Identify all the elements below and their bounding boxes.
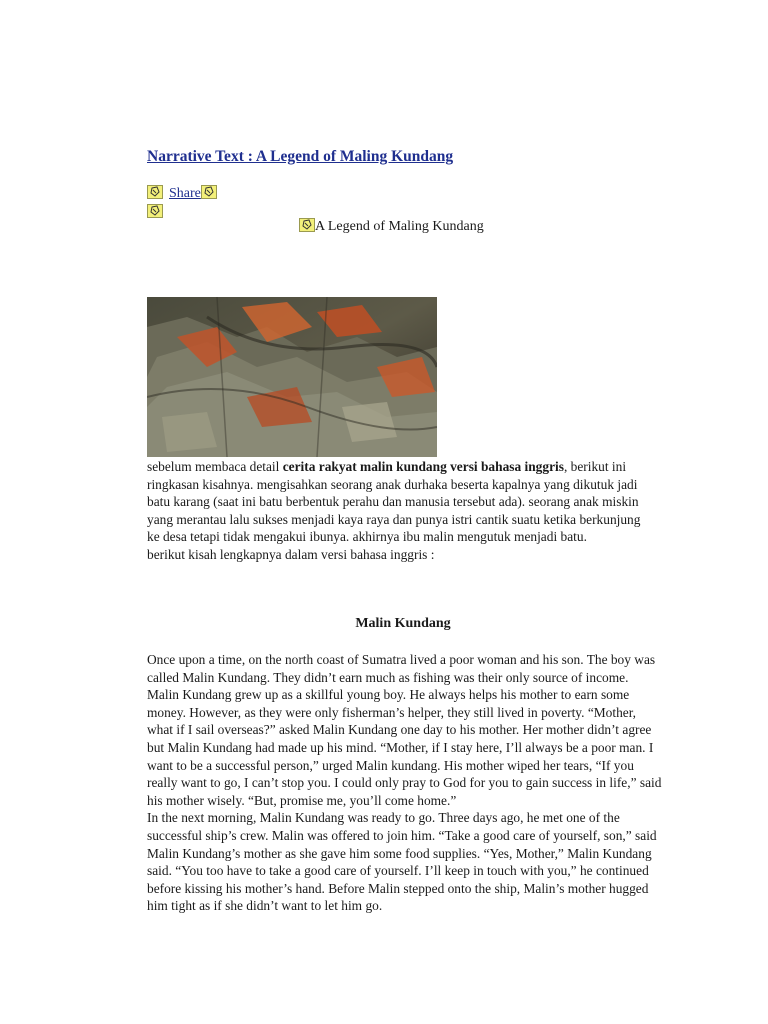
share-row	[147, 185, 217, 202]
story-body	[147, 651, 662, 915]
image-caption-row	[299, 218, 484, 235]
story-paragraph: Once upon a time, on the north coast of Sumatra lived a poor woman and his son. The boy was called Malin Kundang. They didn’t earn much as fishing was their only source of income. Malin Kundang grew up as a skillful young boy. He always helps his mother to earn some money. However, as they were only fisherman’s helper, they still lived in poverty. “Mother, what if I sail overseas?” asked Malin Kundang one day to his mother. Her mother didn’t agree but Malin Kundang had made up his mind. “Mother, if I stay here, I’ll always be a poor man. I want to be a successful person,” urged Malin kundang. His mother wiped her tears, “If you really want to go, I can’t stop you. I could only pray to God for you to gain success in life,” said his mother wisely. “But, promise me, you’ll come home.”	[147, 652, 662, 808]
malin-kundang-stone-photo	[147, 297, 437, 457]
image-placeholder-row	[147, 203, 163, 221]
intro-line-2: berikut kisah lengkapnya dalam versi bahasa inggris :	[147, 546, 435, 562]
article-title-link[interactable]: Narrative Text : A Legend of Maling Kundang	[147, 148, 454, 165]
broken-image-icon	[201, 185, 217, 199]
story-paragraph: In the next morning, Malin Kundang was ready to go. Three days ago, he met one of the successful ship’s crew. Malin was offered to join him. “Take a good care of yourself, son,” said Malin Kundang’s mother as she gave him some food supplies. “Yes, Mother,” Malin Kundang said. “You too have to take a good care of yourself. I’ll keep in touch with you,” he continued before kissing his mother’s hand. Before Malin stepped onto the ship, Malin’s mother hugged him tight as if she didn’t want to let him go.	[147, 810, 657, 914]
intro-text	[147, 458, 647, 564]
broken-image-icon	[147, 204, 163, 218]
image-caption: A Legend of Maling Kundang	[315, 219, 484, 234]
intro-summary: , berikut ini ringkasan kisahnya. mengisahkan seorang anak durhaka beserta kapalnya yang dikutuk jadi batu karang (saat ini batu berbentuk perahu dan manusia tersebut ada). seorang anak miskin yang merantau lalu sukses menjadi kaya raya dan punya istri cantik suatu ketika berkunjung ke desa tetapi tidak mengakui ibunya. akhirnya ibu malin mengutuk menjadi batu.	[147, 459, 641, 545]
story-title: Malin Kundang	[355, 616, 451, 631]
intro-bold: cerita rakyat malin kundang versi bahasa inggris	[282, 459, 564, 474]
broken-image-icon	[299, 218, 315, 232]
share-link[interactable]: Share	[169, 186, 201, 201]
broken-image-icon	[147, 185, 163, 199]
intro-lead: sebelum membaca detail	[147, 459, 283, 474]
intro-paragraph	[147, 458, 647, 546]
